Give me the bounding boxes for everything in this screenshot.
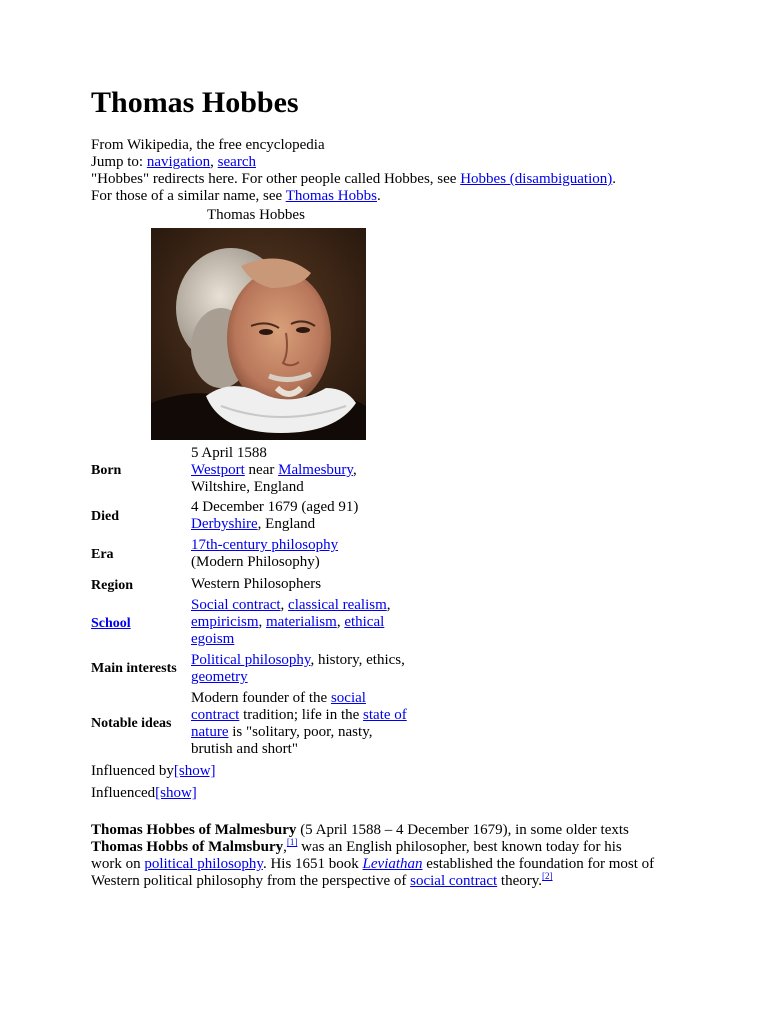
state-of-nature-link[interactable]: state of [363, 707, 407, 723]
hatnote-line-1 [91, 171, 616, 188]
lead-text: . His 1651 book [262, 856, 363, 872]
disambiguation-link[interactable]: Hobbes (disambiguation) [460, 171, 613, 187]
born-value [191, 445, 426, 496]
era-note: (Modern Philosophy) [191, 554, 320, 570]
school-link-ethical[interactable]: ethical [344, 614, 385, 630]
social-contract-link-cont[interactable]: contract [191, 707, 240, 723]
school-link-egoism[interactable]: egoism [191, 631, 235, 647]
school-label-link[interactable]: School [91, 616, 131, 631]
born-region: Wiltshire, England [191, 479, 304, 495]
17th-century-philosophy-link[interactable]: 17th-century philosophy [191, 537, 339, 553]
jump-links [91, 154, 256, 171]
lead-text: Western political philosophy from the perspective of [91, 873, 411, 889]
search-link[interactable]: search [217, 154, 256, 170]
social-contract-body-link[interactable]: social contract [410, 873, 498, 889]
era-value [191, 537, 426, 571]
portrait-painting [151, 228, 366, 440]
ideas-text: tradition; life in the [239, 707, 364, 723]
lead-text: theory. [497, 873, 543, 889]
born-near: near [244, 462, 279, 478]
died-value [191, 499, 426, 533]
born-place [191, 462, 426, 479]
interests-value [191, 652, 426, 686]
lead-text: was an English philosopher, best known today for his [297, 839, 622, 855]
political-philosophy-link[interactable]: Political philosophy [191, 652, 311, 668]
school-sep: , [336, 614, 345, 630]
influenced-by-row [91, 763, 216, 780]
influenced-by-label: Influenced by [91, 763, 174, 779]
school-value [191, 597, 426, 648]
school-link-social-contract[interactable]: Social contract [191, 597, 281, 613]
school-sep: , [258, 614, 266, 630]
lead-alt-name: Thomas Hobbs of Malmsbury [91, 839, 284, 855]
born-label: Born [91, 463, 122, 478]
influenced-label: Influenced [91, 785, 156, 801]
interests-label: Main interests [91, 661, 177, 676]
school-sep: , [280, 597, 289, 613]
lead-text: established the foundation for most of [422, 856, 655, 872]
ideas-text: is "solitary, poor, nasty, [228, 724, 373, 740]
influenced-by-show-toggle[interactable]: [show] [173, 763, 216, 779]
geometry-link[interactable]: geometry [191, 669, 248, 685]
school-sep: , [386, 597, 391, 613]
lead-text: , [283, 839, 287, 855]
page-title: Thomas Hobbes [91, 86, 299, 119]
navigation-link[interactable]: navigation [146, 154, 211, 170]
state-of-nature-link-cont[interactable]: nature [191, 724, 229, 740]
hatnote-text: For those of a similar name, see [91, 188, 286, 204]
jump-prefix: Jump to: [91, 154, 147, 170]
ideas-value [191, 690, 426, 758]
lead-text: (5 April 1588 – 4 December 1679), in some older texts [296, 822, 629, 838]
influenced-show-toggle[interactable]: [show] [155, 785, 197, 801]
jump-sep: , [210, 154, 218, 170]
influenced-row [91, 785, 197, 802]
ideas-text: brutish and short" [191, 741, 298, 757]
school-link-empiricism[interactable]: empiricism [191, 614, 259, 630]
reference-1-link[interactable]: [1] [286, 837, 298, 847]
hatnote-line-2 [91, 188, 381, 205]
born-date: 5 April 1588 [191, 445, 267, 461]
school-link-materialism[interactable]: materialism [266, 614, 337, 630]
region-label: Region [91, 578, 133, 593]
era-label: Era [91, 547, 114, 562]
tagline: From Wikipedia, the free encyclopedia [91, 137, 325, 153]
social-contract-link[interactable]: social [330, 690, 366, 706]
portrait-image[interactable] [151, 228, 366, 440]
infobox-caption: Thomas Hobbes [207, 207, 305, 223]
died-date: 4 December 1679 (aged 91) [191, 499, 359, 515]
thomas-hobbs-link[interactable]: Thomas Hobbs [285, 188, 377, 204]
westport-link[interactable]: Westport [191, 462, 245, 478]
malmesbury-link[interactable]: Malmesbury [278, 462, 353, 478]
ideas-text: Modern founder of the [191, 690, 331, 706]
ideas-label: Notable ideas [91, 716, 172, 731]
lead-text: work on [91, 856, 145, 872]
died-country: , England [257, 516, 316, 532]
interests-text: , history, ethics, [310, 652, 405, 668]
political-philosophy-body-link[interactable]: political philosophy [144, 856, 263, 872]
school-link-classical-realism[interactable]: classical realism [288, 597, 387, 613]
hatnote-punct: . [376, 188, 381, 204]
died-label: Died [91, 509, 119, 524]
lead-name: Thomas Hobbes of Malmesbury [91, 822, 297, 838]
born-comma: , [352, 462, 357, 478]
died-place [191, 516, 426, 533]
reference-2-link[interactable]: [2] [542, 871, 553, 881]
hatnote-punct: . [612, 171, 617, 187]
hatnote-text: "Hobbes" redirects here. For other people called Hobbes, see [91, 171, 461, 187]
leviathan-link[interactable]: Leviathan [362, 856, 423, 872]
region-value: Western Philosophers [191, 576, 322, 592]
lead-paragraph [91, 822, 681, 890]
derbyshire-link[interactable]: Derbyshire [191, 516, 258, 532]
